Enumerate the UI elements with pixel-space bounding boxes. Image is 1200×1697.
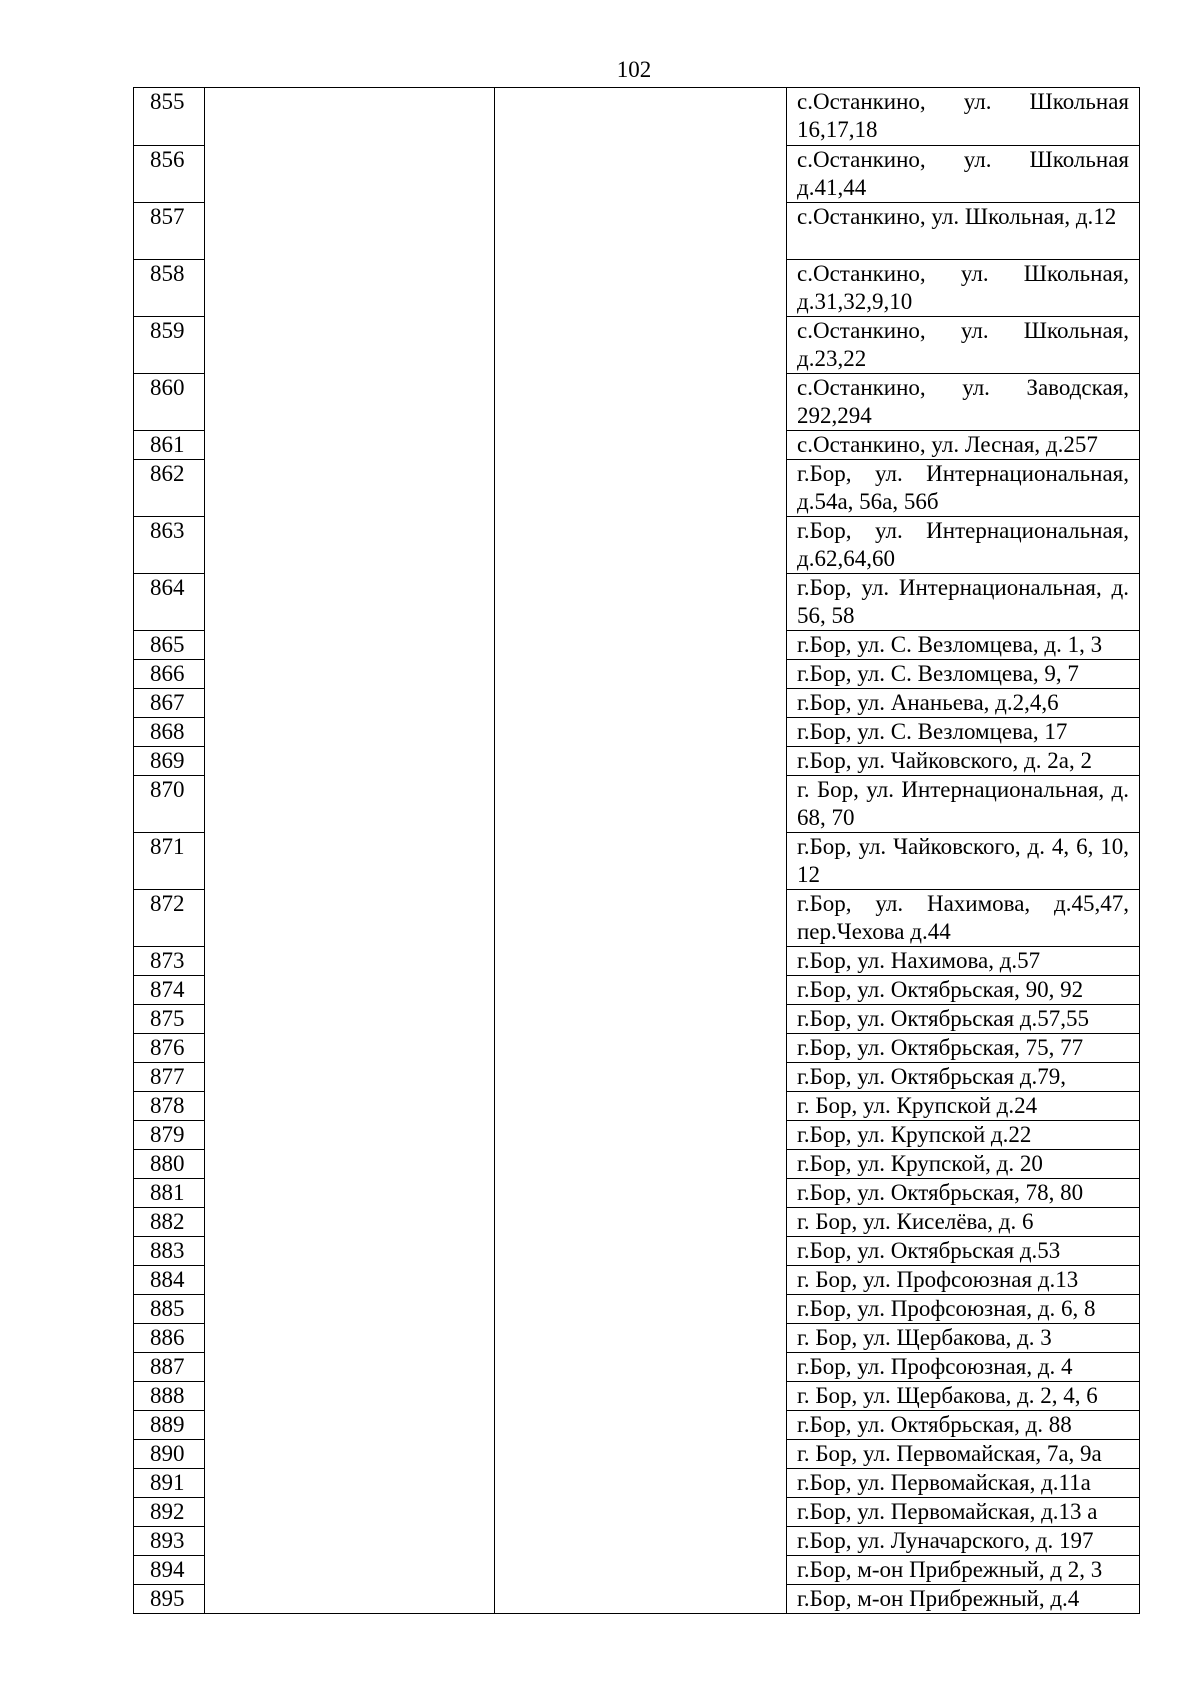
empty-cell	[205, 1323, 495, 1352]
empty-cell	[205, 316, 495, 373]
empty-cell	[495, 1062, 787, 1091]
empty-cell	[205, 1062, 495, 1091]
table-body	[134, 88, 1140, 1614]
table-row	[134, 1265, 1140, 1294]
row-number: 856	[134, 145, 205, 202]
row-number: 887	[134, 1352, 205, 1381]
row-number: 866	[134, 659, 205, 688]
row-number: 867	[134, 688, 205, 717]
empty-cell	[205, 1294, 495, 1323]
empty-cell	[205, 1352, 495, 1381]
empty-cell	[205, 1526, 495, 1555]
empty-cell	[495, 775, 787, 832]
table-row	[134, 889, 1140, 946]
row-number: 893	[134, 1526, 205, 1555]
empty-cell	[205, 1149, 495, 1178]
empty-cell	[205, 1439, 495, 1468]
row-number: 865	[134, 630, 205, 659]
address-cell: с.Останкино, ул. Школьная 16,17,18	[787, 88, 1140, 146]
address-cell: г.Бор, ул. Интернациональная, д.62,64,60	[787, 516, 1140, 573]
address-cell: г.Бор, ул. Интернациональная, д.54а, 56а, 56б	[787, 459, 1140, 516]
empty-cell	[205, 1555, 495, 1584]
empty-cell	[495, 1207, 787, 1236]
row-number: 883	[134, 1236, 205, 1265]
empty-cell	[495, 1555, 787, 1584]
row-number: 863	[134, 516, 205, 573]
empty-cell	[495, 1497, 787, 1526]
empty-cell	[495, 202, 787, 259]
row-number: 877	[134, 1062, 205, 1091]
empty-cell	[495, 88, 787, 146]
empty-cell	[205, 430, 495, 459]
table-row	[134, 1091, 1140, 1120]
empty-cell	[495, 1178, 787, 1207]
empty-cell	[495, 1265, 787, 1294]
empty-cell	[495, 259, 787, 316]
row-number: 859	[134, 316, 205, 373]
empty-cell	[205, 1120, 495, 1149]
address-cell: г.Бор, ул. Октябрьская, 75, 77	[787, 1033, 1140, 1062]
page-number: 102	[616, 57, 652, 82]
row-number: 879	[134, 1120, 205, 1149]
address-cell: г.Бор, ул. Луначарского, д. 197	[787, 1526, 1140, 1555]
row-number: 882	[134, 1207, 205, 1236]
row-number: 874	[134, 975, 205, 1004]
empty-cell	[205, 1497, 495, 1526]
table-row	[134, 516, 1140, 573]
empty-cell	[495, 659, 787, 688]
row-number: 890	[134, 1439, 205, 1468]
table-row	[134, 1033, 1140, 1062]
empty-cell	[205, 746, 495, 775]
empty-cell	[205, 373, 495, 430]
table-row	[134, 459, 1140, 516]
empty-cell	[495, 430, 787, 459]
table-row	[134, 1381, 1140, 1410]
empty-cell	[205, 659, 495, 688]
table-row	[134, 832, 1140, 889]
address-cell: г. Бор, ул. Щербакова, д. 2, 4, 6	[787, 1381, 1140, 1410]
row-number: 855	[134, 88, 205, 146]
table-row	[134, 573, 1140, 630]
empty-cell	[495, 1468, 787, 1497]
empty-cell	[205, 202, 495, 259]
empty-cell	[495, 145, 787, 202]
table-row	[134, 746, 1140, 775]
empty-cell	[205, 459, 495, 516]
address-cell: с.Останкино, ул. Лесная, д.257	[787, 430, 1140, 459]
table-row	[134, 1149, 1140, 1178]
table-row	[134, 775, 1140, 832]
empty-cell	[495, 1294, 787, 1323]
empty-cell	[205, 1178, 495, 1207]
row-number: 876	[134, 1033, 205, 1062]
row-number: 858	[134, 259, 205, 316]
address-cell: г.Бор, ул. С. Везломцева, 17	[787, 717, 1140, 746]
address-cell: г.Бор, ул. Октябрьская д.57,55	[787, 1004, 1140, 1033]
row-number: 888	[134, 1381, 205, 1410]
address-cell: г.Бор, ул. Крупской д.22	[787, 1120, 1140, 1149]
empty-cell	[205, 145, 495, 202]
row-number: 892	[134, 1497, 205, 1526]
row-number: 864	[134, 573, 205, 630]
table-row	[134, 1062, 1140, 1091]
row-number: 881	[134, 1178, 205, 1207]
empty-cell	[205, 688, 495, 717]
table-row	[134, 1439, 1140, 1468]
table-row	[134, 975, 1140, 1004]
address-cell: г.Бор, м-он Прибрежный, д.4	[787, 1584, 1140, 1614]
empty-cell	[205, 1584, 495, 1614]
table-row	[134, 1178, 1140, 1207]
table-row	[134, 1207, 1140, 1236]
address-cell: г.Бор, ул. Чайковского, д. 4, 6, 10, 12	[787, 832, 1140, 889]
row-number: 862	[134, 459, 205, 516]
address-cell: г.Бор, ул. Нахимова, д.45,47, пер.Чехова д.44	[787, 889, 1140, 946]
row-number: 870	[134, 775, 205, 832]
empty-cell	[205, 1207, 495, 1236]
address-cell: г.Бор, м-он Прибрежный, д 2, 3	[787, 1555, 1140, 1584]
row-number: 873	[134, 946, 205, 975]
empty-cell	[205, 1091, 495, 1120]
empty-cell	[495, 373, 787, 430]
empty-cell	[495, 975, 787, 1004]
address-cell: г.Бор, ул. Октябрьская д.79,	[787, 1062, 1140, 1091]
empty-cell	[205, 717, 495, 746]
table-row	[134, 430, 1140, 459]
empty-cell	[495, 1091, 787, 1120]
empty-cell	[205, 946, 495, 975]
address-cell: г.Бор, ул. Ананьева, д.2,4,6	[787, 688, 1140, 717]
empty-cell	[495, 946, 787, 975]
address-cell: г.Бор, ул. Октябрьская, д. 88	[787, 1410, 1140, 1439]
row-number: 871	[134, 832, 205, 889]
empty-cell	[495, 1439, 787, 1468]
table-row	[134, 145, 1140, 202]
empty-cell	[495, 1236, 787, 1265]
row-number: 868	[134, 717, 205, 746]
table-row	[134, 1236, 1140, 1265]
address-cell: г. Бор, ул. Первомайская, 7а, 9а	[787, 1439, 1140, 1468]
row-number: 895	[134, 1584, 205, 1614]
empty-cell	[495, 1120, 787, 1149]
empty-cell	[205, 775, 495, 832]
empty-cell	[205, 1410, 495, 1439]
empty-cell	[205, 1468, 495, 1497]
empty-cell	[495, 832, 787, 889]
address-cell: с.Останкино, ул. Школьная д.41,44	[787, 145, 1140, 202]
empty-cell	[495, 889, 787, 946]
table-row	[134, 1120, 1140, 1149]
table-row	[134, 1526, 1140, 1555]
empty-cell	[495, 1352, 787, 1381]
row-number: 872	[134, 889, 205, 946]
empty-cell	[495, 1584, 787, 1614]
table-row	[134, 1410, 1140, 1439]
table-row	[134, 717, 1140, 746]
table-row	[134, 88, 1140, 146]
row-number: 860	[134, 373, 205, 430]
row-number: 869	[134, 746, 205, 775]
empty-cell	[205, 1033, 495, 1062]
row-number: 880	[134, 1149, 205, 1178]
table-row	[134, 946, 1140, 975]
address-cell: г. Бор, ул. Щербакова, д. 3	[787, 1323, 1140, 1352]
address-cell: г.Бор, ул. Нахимова, д.57	[787, 946, 1140, 975]
row-number: 889	[134, 1410, 205, 1439]
empty-cell	[205, 1004, 495, 1033]
address-cell: с.Останкино, ул. Заводская, 292,294	[787, 373, 1140, 430]
address-cell: г. Бор, ул. Киселёва, д. 6	[787, 1207, 1140, 1236]
table-row	[134, 1584, 1140, 1614]
row-number: 861	[134, 430, 205, 459]
table-row	[134, 1294, 1140, 1323]
row-number: 891	[134, 1468, 205, 1497]
row-number: 878	[134, 1091, 205, 1120]
empty-cell	[495, 630, 787, 659]
table-row	[134, 1352, 1140, 1381]
address-cell: г.Бор, ул. Октябрьская, 78, 80	[787, 1178, 1140, 1207]
empty-cell	[495, 746, 787, 775]
address-cell: г.Бор, ул. Октябрьская, 90, 92	[787, 975, 1140, 1004]
table-row	[134, 659, 1140, 688]
empty-cell	[495, 459, 787, 516]
table-row	[134, 1004, 1140, 1033]
address-cell: г.Бор, ул. Первомайская, д.13 а	[787, 1497, 1140, 1526]
table-row	[134, 316, 1140, 373]
empty-cell	[495, 1149, 787, 1178]
empty-cell	[205, 259, 495, 316]
empty-cell	[495, 1410, 787, 1439]
empty-cell	[495, 1381, 787, 1410]
empty-cell	[205, 975, 495, 1004]
empty-cell	[495, 1004, 787, 1033]
table-row	[134, 1497, 1140, 1526]
empty-cell	[205, 573, 495, 630]
empty-cell	[495, 1323, 787, 1352]
empty-cell	[495, 516, 787, 573]
row-number: 885	[134, 1294, 205, 1323]
address-cell: г.Бор, ул. Октябрьская д.53	[787, 1236, 1140, 1265]
row-number: 884	[134, 1265, 205, 1294]
address-cell: г.Бор, ул. Профсоюзная, д. 4	[787, 1352, 1140, 1381]
table-row	[134, 373, 1140, 430]
address-cell: г.Бор, ул. Профсоюзная, д. 6, 8	[787, 1294, 1140, 1323]
row-number: 894	[134, 1555, 205, 1584]
address-cell: г.Бор, ул. С. Везломцева, 9, 7	[787, 659, 1140, 688]
empty-cell	[495, 717, 787, 746]
empty-cell	[495, 316, 787, 373]
empty-cell	[495, 1033, 787, 1062]
row-number: 857	[134, 202, 205, 259]
table-row	[134, 1468, 1140, 1497]
address-cell: г.Бор, ул. Первомайская, д.11а	[787, 1468, 1140, 1497]
empty-cell	[205, 1381, 495, 1410]
address-cell: г.Бор, ул. Интернациональная, д. 56, 58	[787, 573, 1140, 630]
row-number: 886	[134, 1323, 205, 1352]
address-table	[133, 87, 1140, 1614]
address-cell: с.Останкино, ул. Школьная, д.23,22	[787, 316, 1140, 373]
address-cell: г. Бор, ул. Интернациональная, д. 68, 70	[787, 775, 1140, 832]
empty-cell	[495, 688, 787, 717]
table-row	[134, 202, 1140, 259]
empty-cell	[495, 573, 787, 630]
address-cell: г. Бор, ул. Профсоюзная д.13	[787, 1265, 1140, 1294]
row-number: 875	[134, 1004, 205, 1033]
address-cell: г.Бор, ул. Крупской, д. 20	[787, 1149, 1140, 1178]
address-cell: г.Бор, ул. С. Везломцева, д. 1, 3	[787, 630, 1140, 659]
address-cell: с.Останкино, ул. Школьная, д.12	[787, 202, 1140, 259]
table-row	[134, 630, 1140, 659]
empty-cell	[205, 889, 495, 946]
address-cell: г. Бор, ул. Крупской д.24	[787, 1091, 1140, 1120]
empty-cell	[205, 88, 495, 146]
table-row	[134, 1323, 1140, 1352]
empty-cell	[205, 630, 495, 659]
empty-cell	[495, 1526, 787, 1555]
table-row	[134, 259, 1140, 316]
empty-cell	[205, 832, 495, 889]
empty-cell	[205, 516, 495, 573]
address-cell: г.Бор, ул. Чайковского, д. 2а, 2	[787, 746, 1140, 775]
address-cell: с.Останкино, ул. Школьная, д.31,32,9,10	[787, 259, 1140, 316]
empty-cell	[205, 1265, 495, 1294]
empty-cell	[205, 1236, 495, 1265]
table-row	[134, 688, 1140, 717]
table-row	[134, 1555, 1140, 1584]
